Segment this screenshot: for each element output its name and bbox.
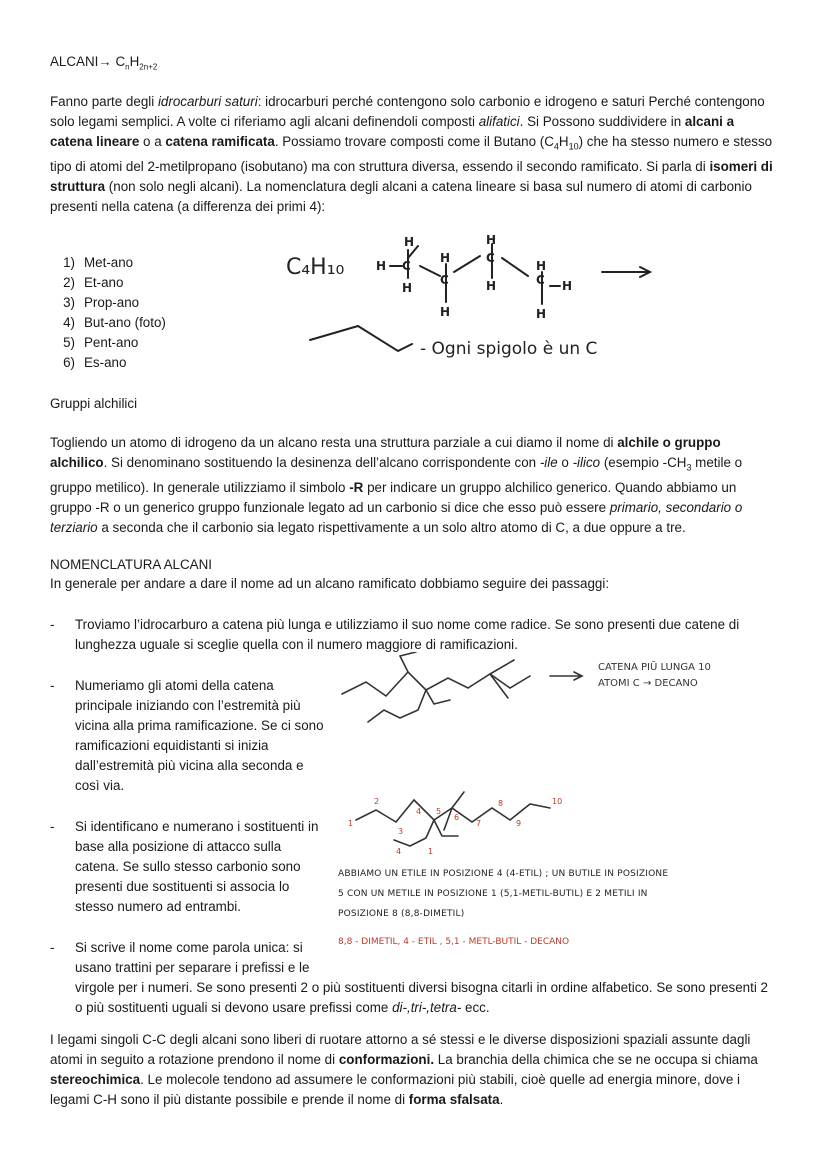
butane-sketch [280,228,670,368]
butane-formula: C₄H₁₀ [286,255,345,280]
chain-number: 7 [476,819,482,828]
atom-label: H [402,281,413,295]
decane-numbered-sketch [340,790,600,860]
atom-label: C [402,259,411,273]
chain-number: 9 [516,819,522,828]
list-item: 5) Pent-ano [63,335,139,350]
chain-number: 3 [398,827,404,836]
atom-label: H [486,233,497,247]
chain-number: 2 [374,797,380,806]
step-4: - Si scrive il nome come parola unica: si usano trattini per separare i prefissi e le [50,940,310,975]
intro-paragraph: Fanno parte degli idrocarburi saturi: idrocarburi perché contengono solo carbonio e idrogeno e saturi Perché contengono solo legami semplici. A volte ci riferiamo agli alcani definendoli composti alifatici. Si Possono suddividere in alcani a catena lineare o a catena ramificata. Possiamo trovare composti come il Butano $(C_4H_{10})$ che ha stesso numero e stesso tipo di atomi del 2-metilpropano (isobutano) ma con struttura diversa, essendo il secondo ramificato. Si parla di isomeri di struttura (non solo negli alcani). La nomenclatura degli alcani a catena lineare si basa sul numero di atomi di carbonio presenti nella catena (a differenza dei primi 4): [50,94,773,214]
iupac-name-result: 8,8 - DIMETIL, 4 - ETIL , 5,1 - METL-BUTIL - DECANO [338,937,570,947]
decane-sketch [330,652,800,752]
atom-label: C [536,273,545,287]
step-2: - Numeriamo gli atomi della catena principale iniziando con l’estremità più vicina alla prima ramificazione. Se ci sono ramificazioni equidistanti si inizia dall’estremità più vicina alla seconda e così via. [50,678,324,793]
step-4-continued: virgole per i numeri. Se sono presenti 2 o più sostituenti diversi bisogna citarli in ordine alfabetico. Se sono presenti 2 o più sostituenti uguali si devono usare prefissi come di-,tri-,tetra- ecc. [75,980,768,1015]
chain-number: 6 [454,813,460,822]
list-item: 3) Prop-ano [63,295,140,310]
atom-label: H [486,279,497,293]
atom-label: C [440,273,449,287]
step-3: - Si identificano e numerano i sostituenti in base alla posizione di attacco sulla catena. Se sullo stesso carbonio sono presenti due sostituenti si associa lo stesso numero ad entrambi. [50,819,319,914]
butane-caption: - Ogni spigolo è un C [420,339,598,359]
atom-label: H [440,305,451,319]
section-heading-nomenclatura: NOMENCLATURA ALCANI [50,557,212,572]
list-item: 2) Et-ano [63,275,124,290]
gruppi-paragraph: Togliendo un atomo di idrogeno da un alcano resta una struttura parziale a cui diamo il nome di alchile o gruppo alchilico. Si denominano sostituendo la desinenza dell’alcano corrispondente con -ile o -ilico (esempio $-CH_3$ metile o gruppo metilico). In generale utilizziamo il simbolo -R per indicare un gruppo alchilico generico. Quando abbiamo un gruppo -R o un generico gruppo funzionale legato ad un carbonio si dice che esso può essere primario, secondario o terziario a seconda che il carbonio sia legato rispettivamente a un solo altro atomo di C, a due oppure a tre. [50,435,743,535]
conformazioni-paragraph: I legami singoli C-C degli alcani sono liberi di ruotare attorno a sé stessi e le diverse disposizioni spaziali assunte dagli atomi in seguito a rotazione prendono il nome di conformazioni. La branchia della chimica che se ne occupa si chiama stereochimica. Le molecole tendono ad assumere le conformazioni più stabili, cioè quelle ad energia minore, dove i legami C-H sono il più distante possibile e prende il nome di forma sfalsata. [50,1032,758,1107]
atom-label: H [536,307,547,321]
chain-number: 10 [552,797,563,806]
list-item: 1) Met-ano [63,255,134,270]
list-item: 6) Es-ano [63,355,127,370]
atom-label: H [376,259,387,273]
chain-number: 8 [498,799,504,808]
atom-label: H [536,259,547,273]
atom-label: H [562,279,573,293]
atom-label: H [440,251,451,265]
sketch-description: ABBIAMO UN ETILE IN POSIZIONE 4 (4-ETIL) ; UN BUTILE IN POSIZIONE 5 CON UN METILE IN POSIZIONE 1 (5,1-METIL-BUTIL) E 2 METILI IN POSIZIONE 8 (8,8-DIMETIL) [338,869,669,919]
atom-label: C [486,251,495,265]
chain-number: 4 [396,847,402,856]
page-title: ALCANI→ $C_nH_{2n+2}$ [50,54,158,72]
nomenclatura-intro: In generale per andare a dare il nome ad un alcano ramificato dobbiamo seguire dei passaggi: [50,576,610,591]
atom-label: H [404,235,415,249]
catena-note-2: ATOMI C → DECANO [598,678,698,689]
list-item: 4) But-ano (foto) [63,315,166,330]
step-1: - Troviamo l’idrocarburo a catena più lunga e utilizziamo il suo nome come radice. Se sono presenti due catene di lunghezza uguale si sceglie quella con il numero maggiore di ramificazioni. [50,617,740,652]
chain-number: 1 [348,819,354,828]
catena-note-1: CATENA PIŪ LUNGA 10 [598,662,711,673]
chain-number: 1 [428,847,434,856]
chain-number: 4 [416,807,422,816]
alkane-names-list [50,253,250,373]
chain-number: 5 [436,807,442,816]
butane-skeleton [310,326,412,351]
section-heading-gruppi: Gruppi alchilici [50,396,138,411]
